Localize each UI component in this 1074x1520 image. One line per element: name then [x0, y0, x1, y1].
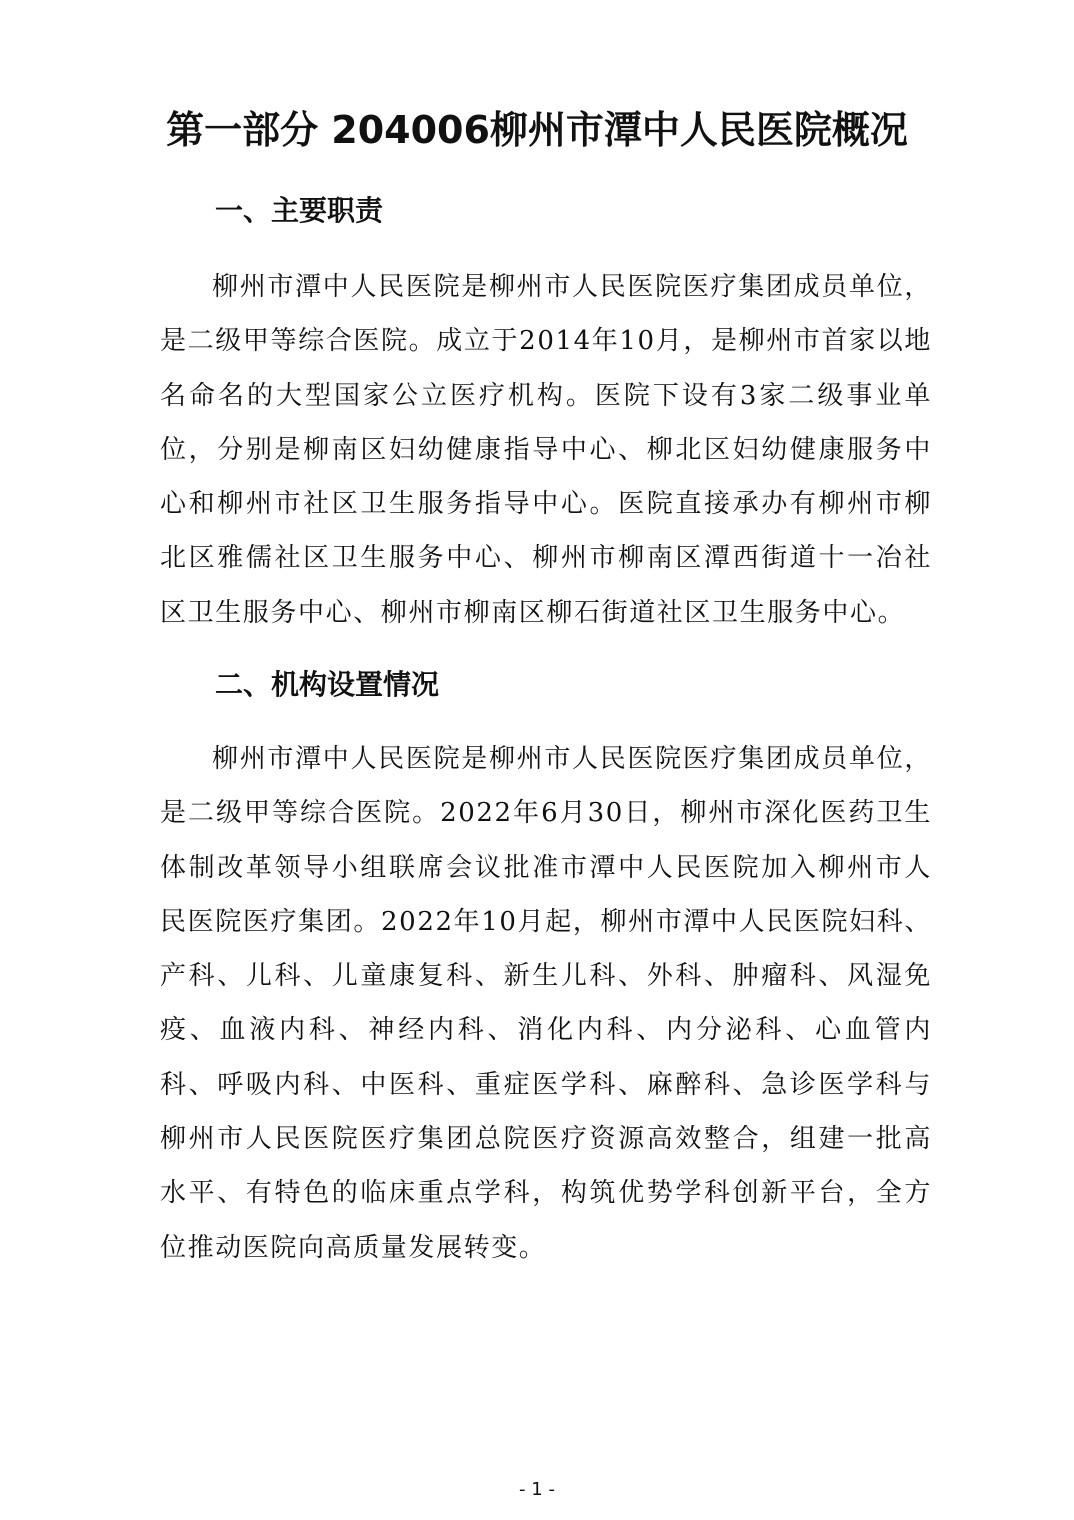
section-paragraph-organization: 柳州市潭中人民医院是柳州市人民医院医疗集团成员单位，是二级甲等综合医院。2022年6月30日，柳州市深化医药卫生体制改革领导小组联席会议批准市潭中人民医院加入柳州市人民医院医疗集团。2022年10月起，柳州市潭中人民医院妇科、产科、儿科、儿童康复科、新生儿科、外科、肿瘤科、风湿免疫、血液内科、神经内科、消化内科、内分泌科、心血管内科、呼吸内科、中医科、重症医学科、麻醉科、急诊医学科与柳州市人民医院医疗集团总院医疗资源高效整合，组建一批高水平、有特色的临床重点学科，构筑优势学科创新平台，全方位推动医院向高质量发展转变。	[160, 744, 932, 1263]
section-paragraph-main-duties: 柳州市潭中人民医院是柳州市人民医院医疗集团成员单位，是二级甲等综合医院。成立于2014年10月，是柳州市首家以地名命名的大型国家公立医疗机构。医院下设有3家二级事业单位，分别是柳南区妇幼健康指导中心、柳北区妇幼健康服务中心和柳州市社区卫生服务指导中心。医院直接承办有柳州市柳北区雅儒社区卫生服务中心、柳州市柳南区潭西街道十一冶社区卫生服务中心、柳州市柳南区柳石街道社区卫生服务中心。	[160, 272, 932, 628]
section-heading-organization: 二、机构设置情况	[215, 668, 440, 701]
page-number: - 1 -	[519, 1479, 555, 1500]
section-heading-main-duties: 一、主要职责	[215, 194, 384, 227]
page-title: 第一部分 204006柳州市潭中人民医院概况	[166, 108, 908, 152]
